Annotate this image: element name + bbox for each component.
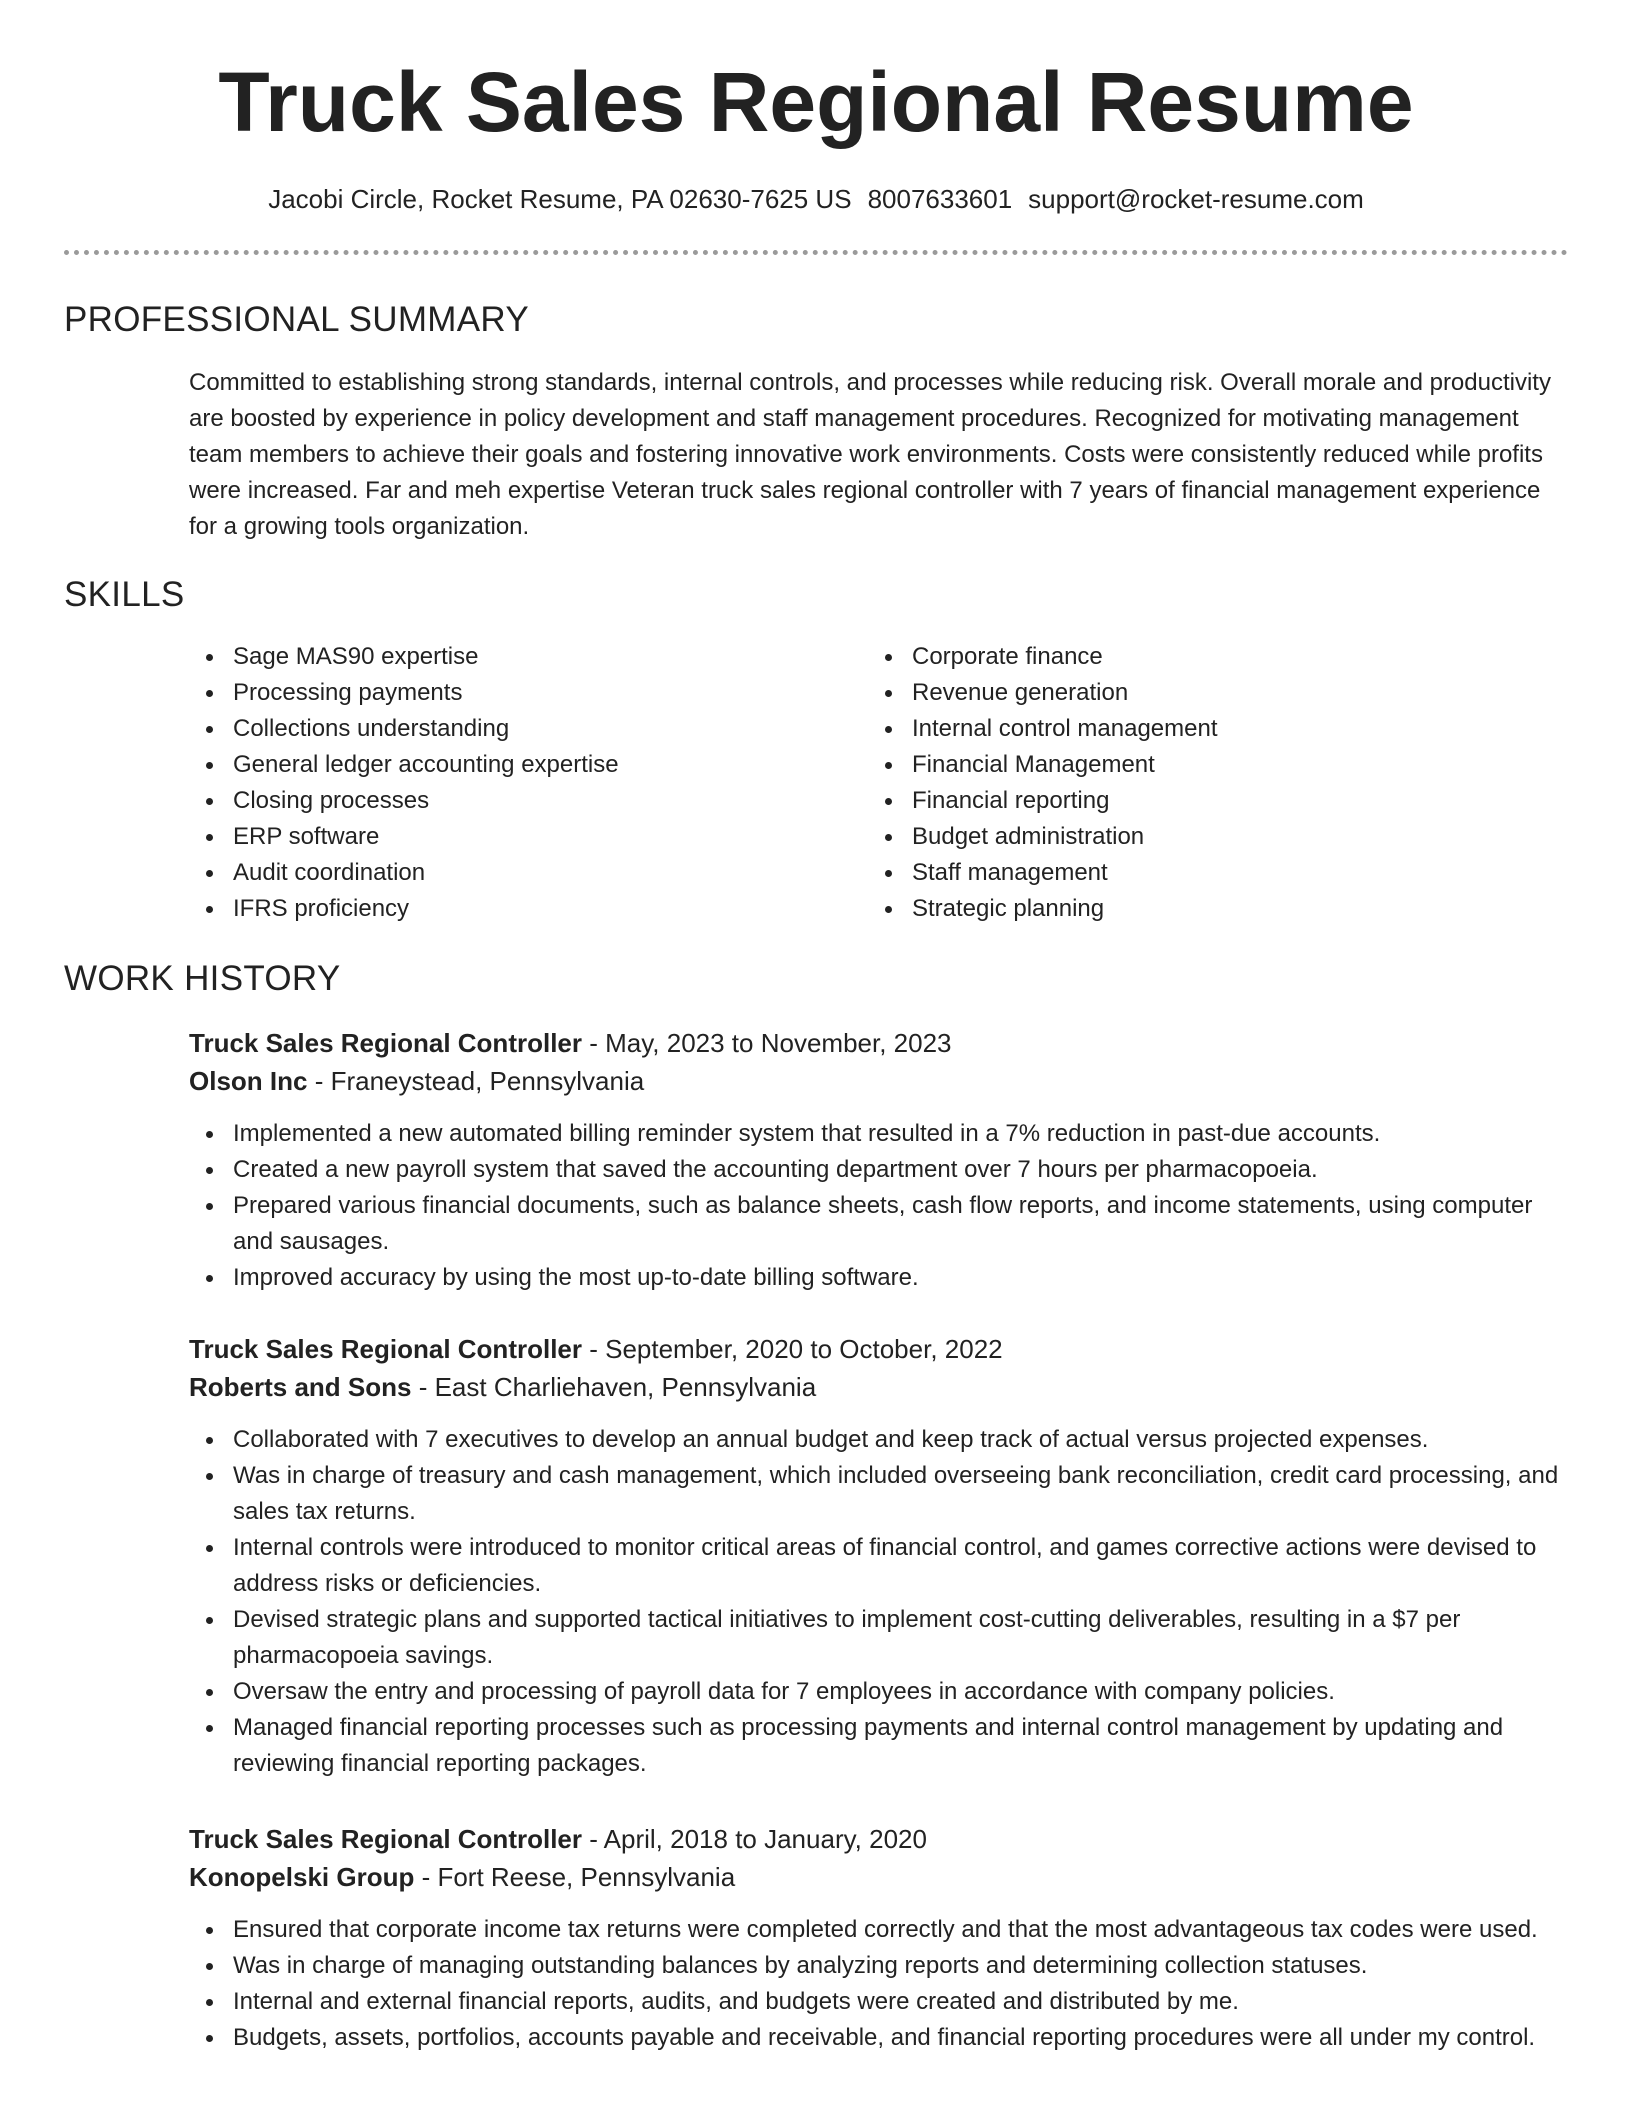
skill-item: Financial Management [868, 747, 1528, 783]
job-bullet: Implemented a new automated billing reminder system that resulted in a 7% reduction in past-due accounts. [189, 1116, 1569, 1152]
skill-item: Audit coordination [189, 855, 849, 891]
job-bullet: Collaborated with 7 executives to develop an annual budget and keep track of actual versus projected expenses. [189, 1422, 1569, 1458]
summary-heading: PROFESSIONAL SUMMARY [64, 300, 529, 339]
job-bullet: Was in charge of managing outstanding balances by analyzing reports and determining collection statuses. [189, 1948, 1569, 1984]
contact-phone: 8007633601 [867, 184, 1013, 214]
job-entry [189, 1820, 1569, 2056]
skill-item: Closing processes [189, 783, 849, 819]
job-company-line [189, 1858, 1569, 1896]
job-entry [189, 1330, 1569, 1782]
skill-item: Internal control management [868, 711, 1528, 747]
job-bullets [189, 1912, 1569, 2056]
contact-address: Jacobi Circle, Rocket Resume, PA 02630-7625 US [268, 184, 852, 214]
skill-item: Collections understanding [189, 711, 849, 747]
skill-item: Revenue generation [868, 675, 1528, 711]
skill-item: General ledger accounting expertise [189, 747, 849, 783]
job-bullet: Budgets, assets, portfolios, accounts payable and receivable, and financial reporting procedures were all under my control. [189, 2020, 1569, 2056]
job-role: Truck Sales Regional Controller [189, 1028, 582, 1058]
skill-item: Processing payments [189, 675, 849, 711]
job-bullet: Improved accuracy by using the most up-to-date billing software. [189, 1260, 1569, 1296]
skill-item: Sage MAS90 expertise [189, 639, 849, 675]
job-bullet: Was in charge of treasury and cash management, which included overseeing bank reconciliation, credit card processing, and sales tax returns. [189, 1458, 1569, 1530]
job-bullet: Internal controls were introduced to monitor critical areas of financial control, and games corrective actions were devised to address risks or deficiencies. [189, 1530, 1569, 1602]
job-location: - Franeystead, Pennsylvania [307, 1066, 645, 1096]
job-company-line [189, 1368, 1569, 1406]
skills-list-right [868, 639, 1528, 927]
contact-email: support@rocket-resume.com [1028, 184, 1364, 214]
job-bullet: Devised strategic plans and supported tactical initiatives to implement cost-cutting deliverables, resulting in a $7 per pharmacopoeia savings. [189, 1602, 1569, 1674]
job-bullet: Prepared various financial documents, such as balance sheets, cash flow reports, and income statements, using computer and sausages. [189, 1188, 1569, 1260]
job-location: - East Charliehaven, Pennsylvania [411, 1372, 817, 1402]
job-dates: - September, 2020 to October, 2022 [582, 1334, 1003, 1364]
job-dates: - May, 2023 to November, 2023 [582, 1028, 952, 1058]
header-divider [64, 250, 1568, 255]
job-bullets [189, 1422, 1569, 1782]
job-company-line [189, 1062, 1569, 1100]
skill-item: Financial reporting [868, 783, 1528, 819]
summary-text: Committed to establishing strong standards, internal controls, and processes while reducing risk. Overall morale and productivity are boosted by experience in policy development and staff management procedures. Recognized for motivating management team members to achieve their goals and fostering innovative work environments. Costs were consistently reduced while profits were increased. Far and meh expertise Veteran truck sales regional controller with 7 years of financial management experience for a growing tools organization. [189, 369, 1551, 540]
contact-line [0, 182, 1632, 216]
job-bullet: Oversaw the entry and processing of payroll data for 7 employees in accordance with company policies. [189, 1674, 1569, 1710]
job-company: Roberts and Sons [189, 1372, 412, 1402]
skill-item: IFRS proficiency [189, 891, 849, 927]
resume-title: Truck Sales Regional Resume [218, 55, 1414, 149]
job-dates: - April, 2018 to January, 2020 [582, 1824, 927, 1854]
skill-item: ERP software [189, 819, 849, 855]
skills-heading: SKILLS [64, 575, 185, 614]
job-company: Konopelski Group [189, 1862, 415, 1892]
job-bullet: Internal and external financial reports, audits, and budgets were created and distributed by me. [189, 1984, 1569, 2020]
job-role: Truck Sales Regional Controller [189, 1334, 582, 1364]
job-bullet: Managed financial reporting processes such as processing payments and internal control management by updating and reviewing financial reporting packages. [189, 1710, 1569, 1782]
job-bullet: Created a new payroll system that saved the accounting department over 7 hours per pharmacopoeia. [189, 1152, 1569, 1188]
skill-item: Budget administration [868, 819, 1528, 855]
skills-list-left [189, 639, 849, 927]
job-title-line [189, 1820, 1569, 1858]
job-entry [189, 1024, 1569, 1296]
work-heading: WORK HISTORY [64, 959, 341, 998]
job-company: Olson Inc [189, 1066, 308, 1096]
job-bullets [189, 1116, 1569, 1296]
job-bullet: Ensured that corporate income tax returns were completed correctly and that the most advantageous tax codes were used. [189, 1912, 1569, 1948]
skill-item: Corporate finance [868, 639, 1528, 675]
job-location: - Fort Reese, Pennsylvania [414, 1862, 736, 1892]
skill-item: Staff management [868, 855, 1528, 891]
skill-item: Strategic planning [868, 891, 1528, 927]
job-title-line [189, 1024, 1569, 1062]
job-role: Truck Sales Regional Controller [189, 1824, 582, 1854]
job-title-line [189, 1330, 1569, 1368]
